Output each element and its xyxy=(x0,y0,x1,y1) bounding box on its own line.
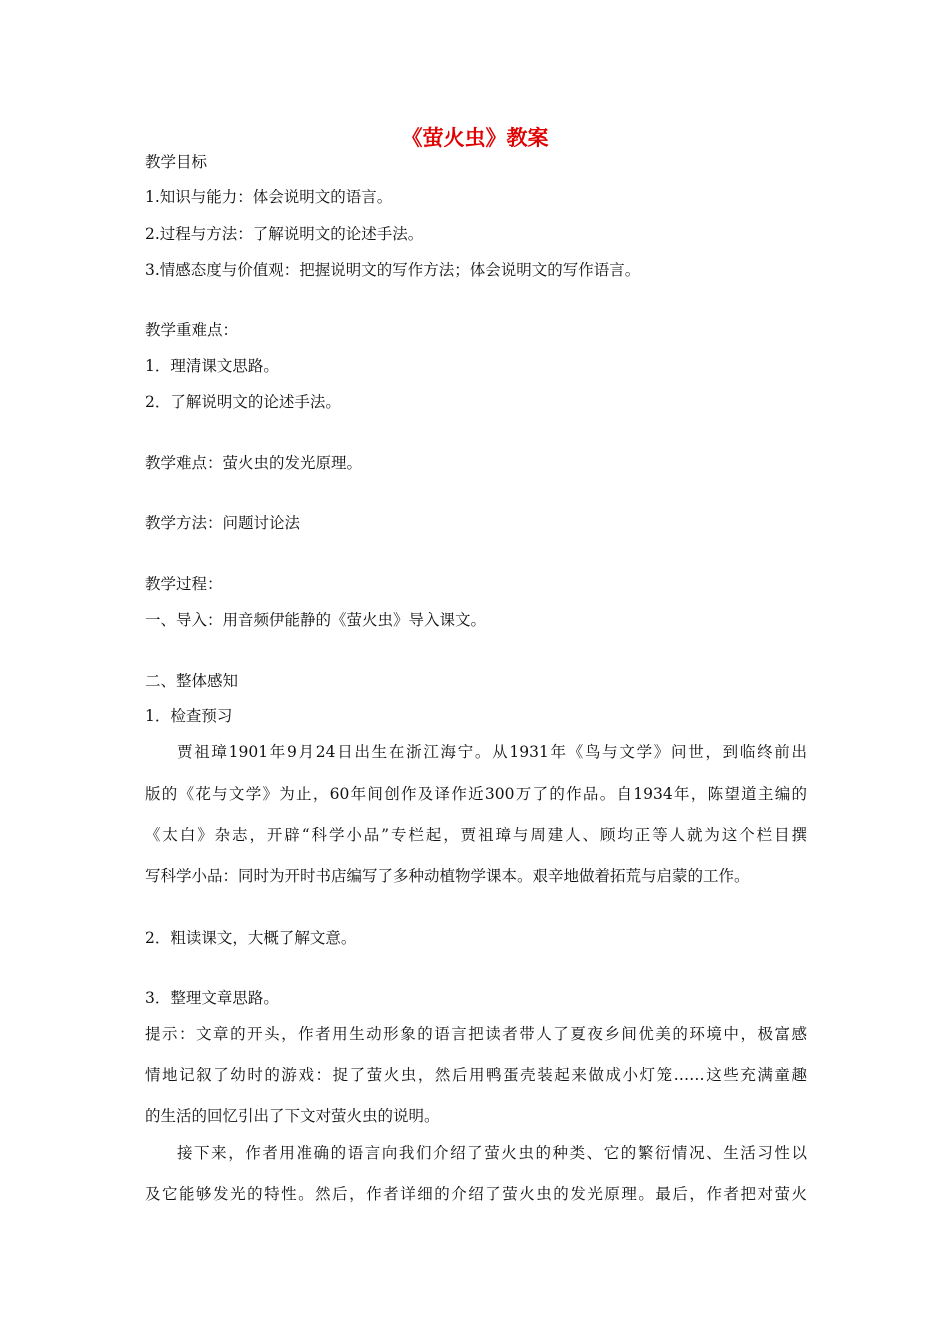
step-heading: 1．检查预习 xyxy=(145,707,233,725)
objective-item: 2.过程与方法：了解说明文的论述手法。 xyxy=(145,225,424,243)
method-line: 教学方法：问题讨论法 xyxy=(145,514,301,532)
hint-line: 情地记叙了幼时的游戏：捉了萤火虫，然后用鸭蛋壳装起来做成小灯笼……这些充满童趣 xyxy=(145,1066,807,1084)
hint-line: 提示：文章的开头，作者用生动形象的语言把读者带人了夏夜乡间优美的环境中，极富感 xyxy=(145,1025,807,1043)
objective-item: 1.知识与能力：体会说明文的语言。 xyxy=(145,188,393,206)
process-heading: 教学过程： xyxy=(145,575,223,593)
section-heading: 二、整体感知 xyxy=(145,672,239,690)
step-heading: 2．粗读课文，大概了解文意。 xyxy=(145,929,357,947)
objective-item: 3.情感态度与价值观：把握说明文的写作方法；体会说明文的写作语言。 xyxy=(145,261,641,279)
next-line: 及它能够发光的特性。然后，作者详细的介绍了萤火虫的发光原理。最后，作者把对萤火 xyxy=(145,1185,807,1203)
bio-line: 写科学小品：同时为开时书店编写了多种动植物学课本。艰辛地做着拓荒与启蒙的工作。 xyxy=(145,867,750,885)
next-line: 接下来，作者用准确的语言向我们介绍了萤火虫的种类、它的繁衍情况、生活习性以 xyxy=(177,1144,807,1162)
bio-line: 贾祖璋1901年9月24日出生在浙江海宁。从1931年《鸟与文学》问世，到临终前出 xyxy=(177,743,807,761)
bio-line: 《太白》杂志，开辟“科学小品”专栏起，贾祖璋与周建人、顾均正等人就为这个栏目撰 xyxy=(145,826,807,844)
hint-line: 的生活的回忆引出了下文对萤火虫的说明。 xyxy=(145,1107,440,1125)
key-points-heading: 教学重难点： xyxy=(145,321,239,339)
difficulty-line: 教学难点：萤火虫的发光原理。 xyxy=(145,454,363,472)
intro-line: 一、导入：用音频伊能静的《萤火虫》导入课文。 xyxy=(145,611,487,629)
bio-line: 版的《花与文学》为止，60年间创作及译作近300万了的作品。自1934年，陈望道主编的 xyxy=(145,785,807,803)
document-title: 《萤火虫》教案 xyxy=(401,126,549,150)
key-point-item: 1．理清课文思路。 xyxy=(145,357,279,375)
key-point-item: 2．了解说明文的论述手法。 xyxy=(145,393,341,411)
objectives-heading: 教学目标 xyxy=(145,153,208,171)
step-heading: 3．整理文章思路。 xyxy=(145,989,279,1007)
